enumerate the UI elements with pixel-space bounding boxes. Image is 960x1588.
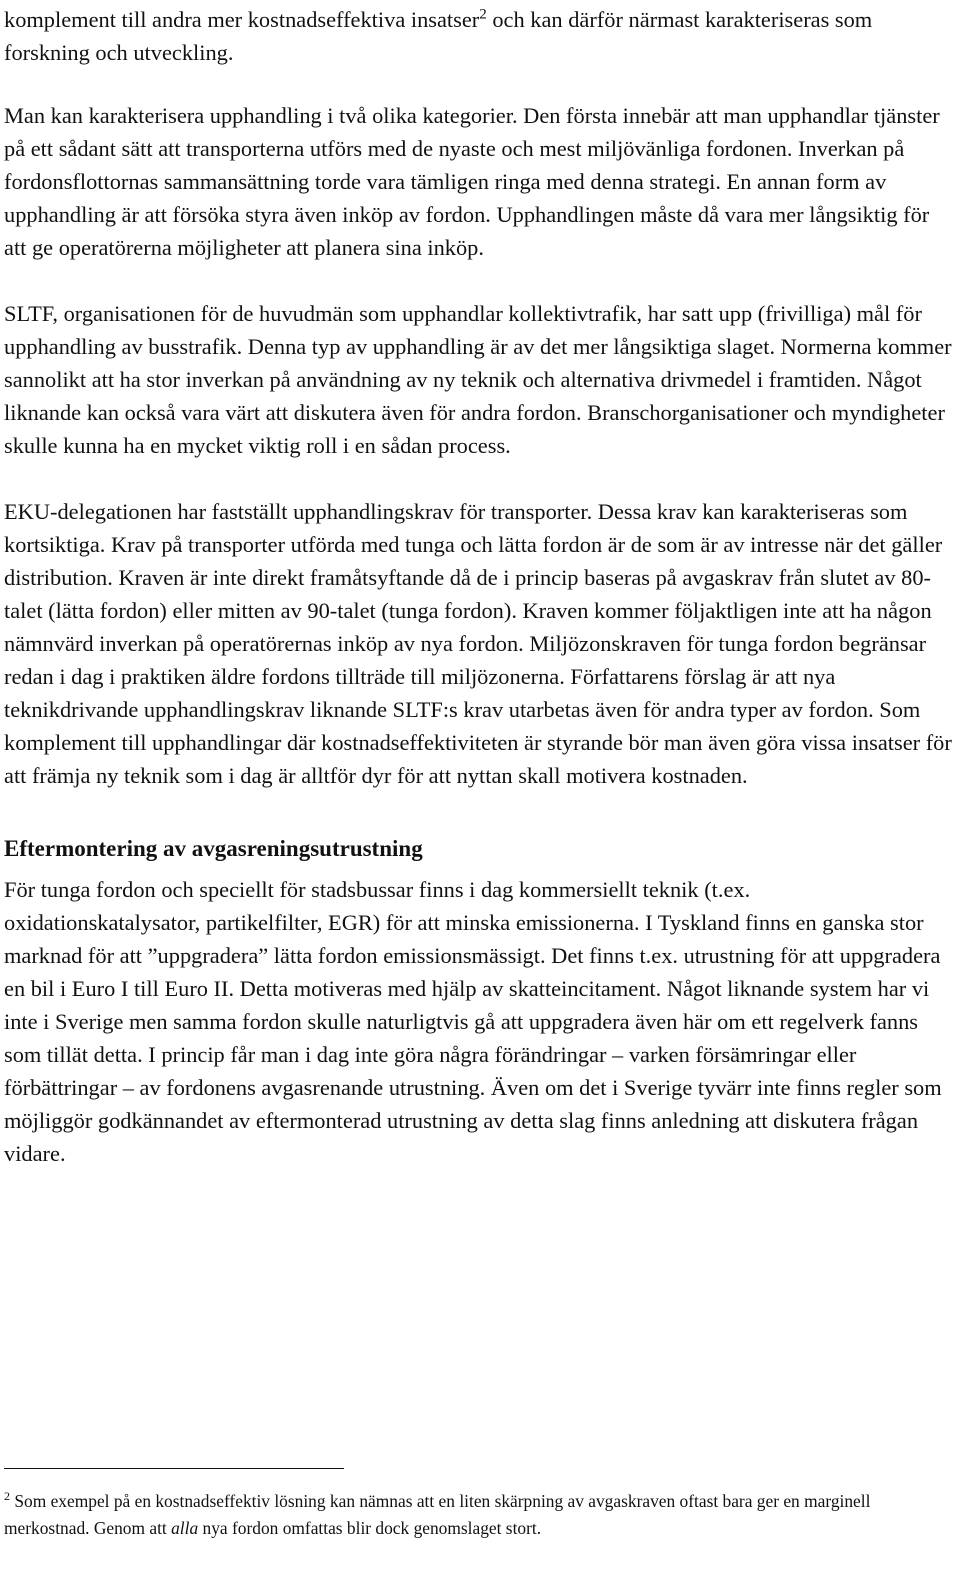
footnote-marker: 2 xyxy=(4,1489,10,1504)
footnote-text: Som exempel på en kostnadseffektiv lösning kan nämnas att en liten skärpning av avgaskraven oftast bara ger en marginell merkostnad. Genom att xyxy=(4,1491,871,1538)
paragraph-4: EKU-delegationen har fastställt upphandlingskrav för transporter. Dessa krav kan karakteriseras som kortsiktiga. Krav på transporter utförda med tunga och lätta fordon är de som är av intresse när det gäller distribution. Kraven är inte direkt framåtsyftande då de i princip baseras på avgaskrav från slutet av 80-talet (lätta fordon) eller mitten av 90-talet (tunga fordon). Kraven kommer följaktligen inte att ha någon nämnvärd inverkan på operatörernas inköp av nya fordon. Miljözonskraven för tunga fordon begränsar redan i dag i praktiken äldre fordons tillträde till miljözonerna. Författarens förslag är att nya teknikdrivande upphandlingskrav liknande SLTF:s krav utarbetas även för andra typer av fordon. Som komplement till upphandlingar där kostnadseffektiviteten är styrande bör man även göra vissa insatser för att främja ny teknik som i dag är alltför dyr för att nyttan skall motivera kostnaden. xyxy=(4,499,952,788)
footnote-text-cont: nya fordon omfattas blir dock genomslaget stort. xyxy=(198,1517,542,1538)
section-heading: Eftermontering av avgasreningsutrustning xyxy=(4,836,423,861)
footnote xyxy=(4,1488,952,1541)
paragraph-1 xyxy=(4,3,952,69)
footnote-divider xyxy=(4,1468,344,1469)
section-paragraph: För tunga fordon och speciellt för stadsbussar finns i dag kommersiellt teknik (t.ex. oxidationskatalysator, partikelfilter, EGR) för att minska emissionerna. I Tyskland finns en ganska stor marknad för att ”uppgradera” lätta fordon emissionsmässigt. Det finns t.ex. utrustning för att uppgradera en bil i Euro I till Euro II. Detta motiveras med hjälp av skatteincitament. Något liknande system har vi inte i Sverige men samma fordon skulle naturligtvis gå att uppgradera även här om ett regelverk fanns som tillät detta. I princip får man i dag inte göra några förändringar – varken försämringar eller förbättringar – av fordonens avgasrenande utrustning. Även om det i Sverige tyvärr inte finns regler som möjliggör godkännandet av eftermonterad utrustning av detta slag finns anledning att diskutera frågan vidare. xyxy=(4,877,942,1166)
paragraph-2: Man kan karakterisera upphandling i två olika kategorier. Den första innebär att man upphandlar tjänster på ett sådant sätt att transporterna utförs med de nyaste och mest miljövänliga fordonen. Inverkan på fordonsflottornas sammansättning torde vara tämligen ringa med denna strategi. En annan form av upphandling är att försöka styra även inköp av fordon. Upphandlingen måste då vara mer långsiktig för att ge operatörerna möjligheter att planera sina inköp. xyxy=(4,103,940,260)
paragraph-1-text-cont: och kan därför närmast karakteriseras som forskning och utveckling. xyxy=(4,7,873,65)
footnote-reference: 2 xyxy=(479,6,487,23)
footnote-emphasis: alla xyxy=(171,1517,199,1538)
document-page xyxy=(4,0,952,1170)
paragraph-1-text: komplement till andra mer kostnadseffektiva insatser xyxy=(4,7,480,32)
paragraph-3: SLTF, organisationen för de huvudmän som upphandlar kollektivtrafik, har satt upp (frivilliga) mål för upphandling av busstrafik. Denna typ av upphandling är av det mer långsiktiga slaget. Normerna kommer sannolikt att ha stor inverkan på användning av ny teknik och alternativa drivmedel i framtiden. Något liknande kan också vara värt att diskutera även för andra fordon. Branschorganisationer och myndigheter skulle kunna ha en mycket viktig roll i en sådan process. xyxy=(4,301,952,458)
